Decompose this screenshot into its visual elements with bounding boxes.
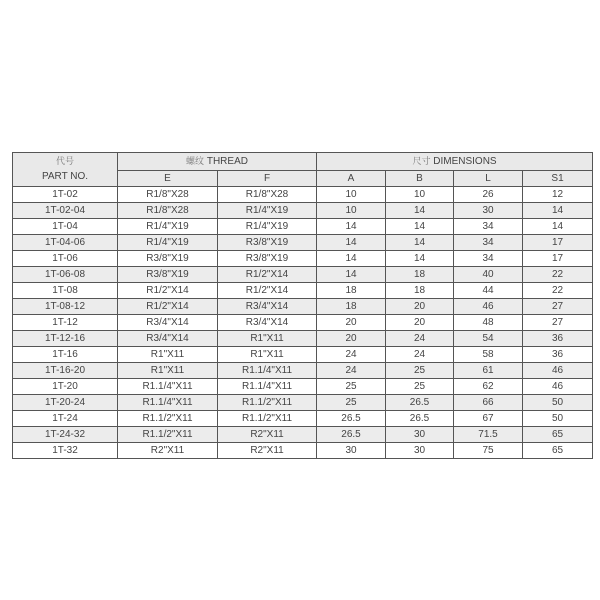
cell-s1: 46: [523, 363, 593, 379]
cell-e: R3/8"X19: [118, 251, 218, 267]
cell-part: 1T-20-24: [13, 395, 118, 411]
cell-part: 1T-04: [13, 219, 118, 235]
cell-b: 10: [386, 187, 454, 203]
cell-a: 18: [317, 283, 386, 299]
cell-b: 14: [386, 203, 454, 219]
cell-l: 30: [454, 203, 523, 219]
cell-a: 14: [317, 235, 386, 251]
table-body: [13, 187, 593, 459]
cell-a: 25: [317, 395, 386, 411]
col-header-l: L: [454, 171, 523, 187]
cell-s1: 17: [523, 251, 593, 267]
dimensions-header-cn: 尺寸: [412, 156, 431, 166]
cell-e: R1.1/2"X11: [118, 411, 218, 427]
cell-b: 25: [386, 379, 454, 395]
cell-b: 20: [386, 299, 454, 315]
cell-f: R1/2"X14: [218, 267, 317, 283]
cell-e: R1/8"X28: [118, 187, 218, 203]
table-row: [13, 411, 593, 427]
table-row: [13, 395, 593, 411]
cell-e: R1"X11: [118, 363, 218, 379]
part-no-header-cn: 代号: [55, 156, 74, 166]
cell-f: R3/4"X14: [218, 315, 317, 331]
cell-b: 14: [386, 219, 454, 235]
cell-a: 14: [317, 251, 386, 267]
cell-s1: 27: [523, 299, 593, 315]
cell-f: R1"X11: [218, 347, 317, 363]
table-row: [13, 347, 593, 363]
table-row: [13, 267, 593, 283]
cell-f: R2"X11: [218, 443, 317, 459]
cell-part: 1T-24-32: [13, 427, 118, 443]
part-no-header: [13, 153, 118, 187]
cell-part: 1T-24: [13, 411, 118, 427]
cell-part: 1T-02: [13, 187, 118, 203]
cell-b: 14: [386, 251, 454, 267]
table-row: [13, 283, 593, 299]
cell-f: R1.1/4"X11: [218, 363, 317, 379]
cell-f: R1/2"X14: [218, 283, 317, 299]
thread-header-cn: 螺纹: [186, 156, 205, 166]
cell-b: 24: [386, 331, 454, 347]
cell-part: 1T-08: [13, 283, 118, 299]
cell-l: 40: [454, 267, 523, 283]
cell-s1: 27: [523, 315, 593, 331]
cell-a: 20: [317, 315, 386, 331]
cell-s1: 17: [523, 235, 593, 251]
cell-part: 1T-16-20: [13, 363, 118, 379]
cell-e: R1/4"X19: [118, 219, 218, 235]
cell-l: 48: [454, 315, 523, 331]
cell-b: 18: [386, 267, 454, 283]
cell-b: 30: [386, 443, 454, 459]
table-row: [13, 203, 593, 219]
cell-a: 18: [317, 299, 386, 315]
cell-b: 25: [386, 363, 454, 379]
cell-s1: 65: [523, 427, 593, 443]
cell-l: 44: [454, 283, 523, 299]
cell-s1: 50: [523, 411, 593, 427]
cell-l: 61: [454, 363, 523, 379]
table-row: [13, 363, 593, 379]
cell-s1: 65: [523, 443, 593, 459]
cell-a: 10: [317, 203, 386, 219]
col-header-f: F: [218, 171, 317, 187]
cell-l: 66: [454, 395, 523, 411]
cell-b: 18: [386, 283, 454, 299]
cell-a: 24: [317, 363, 386, 379]
cell-l: 67: [454, 411, 523, 427]
cell-part: 1T-08-12: [13, 299, 118, 315]
table-row: [13, 219, 593, 235]
cell-b: 26.5: [386, 395, 454, 411]
cell-e: R1/4"X19: [118, 235, 218, 251]
table-row: [13, 331, 593, 347]
table-row: [13, 427, 593, 443]
col-header-e: E: [118, 171, 218, 187]
cell-a: 14: [317, 219, 386, 235]
table-row: [13, 299, 593, 315]
cell-l: 75: [454, 443, 523, 459]
cell-e: R1.1/2"X11: [118, 427, 218, 443]
cell-s1: 22: [523, 267, 593, 283]
cell-s1: 22: [523, 283, 593, 299]
cell-s1: 36: [523, 331, 593, 347]
col-header-s1: S1: [523, 171, 593, 187]
thread-header-en: THREAD: [206, 156, 248, 167]
cell-l: 46: [454, 299, 523, 315]
dimensions-header-en: DIMENSIONS: [433, 156, 497, 167]
col-header-b: B: [386, 171, 454, 187]
spec-table: [12, 152, 593, 459]
dimensions-header: [317, 153, 593, 171]
cell-e: R2"X11: [118, 443, 218, 459]
cell-b: 14: [386, 235, 454, 251]
cell-f: R1.1/2"X11: [218, 411, 317, 427]
cell-e: R1/2"X14: [118, 283, 218, 299]
cell-l: 62: [454, 379, 523, 395]
cell-b: 24: [386, 347, 454, 363]
cell-b: 30: [386, 427, 454, 443]
cell-l: 34: [454, 251, 523, 267]
cell-a: 30: [317, 443, 386, 459]
cell-s1: 50: [523, 395, 593, 411]
cell-part: 1T-12-16: [13, 331, 118, 347]
cell-b: 26.5: [386, 411, 454, 427]
cell-part: 1T-32: [13, 443, 118, 459]
cell-part: 1T-20: [13, 379, 118, 395]
col-header-a: A: [317, 171, 386, 187]
thread-header: [118, 153, 317, 171]
cell-f: R1/4"X19: [218, 219, 317, 235]
cell-a: 24: [317, 347, 386, 363]
cell-l: 34: [454, 235, 523, 251]
cell-e: R3/4"X14: [118, 331, 218, 347]
cell-part: 1T-12: [13, 315, 118, 331]
cell-part: 1T-06-08: [13, 267, 118, 283]
cell-part: 1T-04-06: [13, 235, 118, 251]
cell-l: 71.5: [454, 427, 523, 443]
cell-s1: 14: [523, 203, 593, 219]
cell-part: 1T-16: [13, 347, 118, 363]
cell-a: 25: [317, 379, 386, 395]
table-row: [13, 235, 593, 251]
table-row: [13, 315, 593, 331]
cell-s1: 14: [523, 219, 593, 235]
cell-f: R1/4"X19: [218, 203, 317, 219]
header-row-1: [13, 153, 593, 171]
cell-a: 14: [317, 267, 386, 283]
cell-e: R1/8"X28: [118, 203, 218, 219]
cell-l: 58: [454, 347, 523, 363]
cell-part: 1T-06: [13, 251, 118, 267]
cell-e: R1.1/4"X11: [118, 395, 218, 411]
cell-f: R3/8"X19: [218, 235, 317, 251]
part-no-header-en: PART NO.: [41, 171, 89, 182]
cell-e: R3/8"X19: [118, 267, 218, 283]
cell-a: 20: [317, 331, 386, 347]
table-row: [13, 379, 593, 395]
cell-l: 26: [454, 187, 523, 203]
cell-l: 34: [454, 219, 523, 235]
cell-e: R1"X11: [118, 347, 218, 363]
cell-a: 26.5: [317, 411, 386, 427]
cell-b: 20: [386, 315, 454, 331]
cell-f: R3/8"X19: [218, 251, 317, 267]
cell-a: 26.5: [317, 427, 386, 443]
table-row: [13, 443, 593, 459]
cell-s1: 36: [523, 347, 593, 363]
cell-l: 54: [454, 331, 523, 347]
table-row: [13, 187, 593, 203]
table-row: [13, 251, 593, 267]
cell-f: R1.1/2"X11: [218, 395, 317, 411]
cell-e: R1/2"X14: [118, 299, 218, 315]
cell-f: R1/8"X28: [218, 187, 317, 203]
cell-f: R2"X11: [218, 427, 317, 443]
cell-a: 10: [317, 187, 386, 203]
cell-s1: 12: [523, 187, 593, 203]
cell-e: R1.1/4"X11: [118, 379, 218, 395]
cell-e: R3/4"X14: [118, 315, 218, 331]
cell-f: R1.1/4"X11: [218, 379, 317, 395]
cell-f: R3/4"X14: [218, 299, 317, 315]
cell-s1: 46: [523, 379, 593, 395]
cell-part: 1T-02-04: [13, 203, 118, 219]
cell-f: R1"X11: [218, 331, 317, 347]
